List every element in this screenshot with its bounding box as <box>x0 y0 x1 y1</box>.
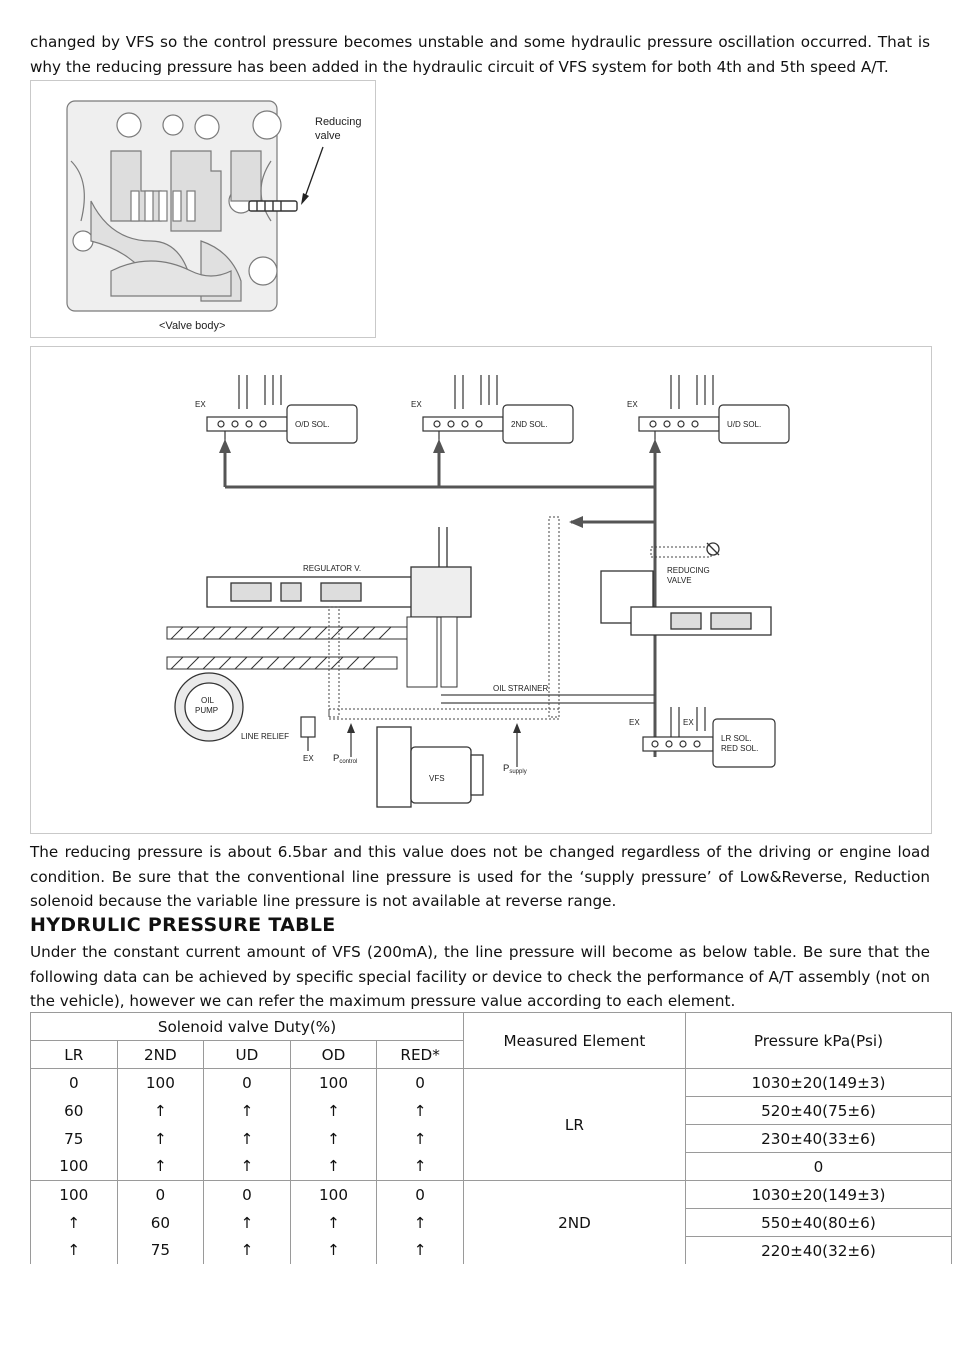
table-row <box>31 1181 952 1209</box>
pressure-cell: 230±40(33±6) <box>685 1125 951 1153</box>
regulator-label: REGULATOR V. <box>303 564 362 573</box>
lr-sol-label: LR SOL. <box>721 734 752 743</box>
pressure-cell: 520±40(75±6) <box>685 1097 951 1125</box>
section-heading: HYDRULIC PRESSURE TABLE <box>30 914 336 936</box>
red-sol-label: RED SOL. <box>721 744 759 753</box>
pressure-cell: 1030±20(149±3) <box>685 1069 951 1097</box>
duty-cell: 0 <box>117 1181 204 1209</box>
hydraulic-circuit-diagram <box>31 347 931 833</box>
duty-cell: 0 <box>377 1069 464 1097</box>
reducing-valve-label-2: VALVE <box>667 576 692 585</box>
duty-cell: ↑ <box>204 1237 291 1265</box>
duty-cell: 100 <box>290 1181 377 1209</box>
duty-cell: ↑ <box>117 1125 204 1153</box>
col-2nd: 2ND <box>117 1041 204 1069</box>
oil-pump-label-1: OIL <box>201 696 214 705</box>
table-intro-paragraph: Under the constant current amount of VFS (200mA), the line pressure will become as below table. Be sure that the following data can be achieved by specific special facility or device to check the performance of A/T assembly (not on the vehicle), however we can refer the maximum pressure value according to each element. <box>30 943 930 1010</box>
col-ud: UD <box>204 1041 291 1069</box>
oil-strainer-label: OIL STRAINER <box>493 684 549 693</box>
reducing-valve-callout-1: Reducing <box>315 116 362 128</box>
duty-cell: 0 <box>204 1069 291 1097</box>
duty-cell: 100 <box>31 1181 118 1209</box>
duty-cell: ↑ <box>204 1097 291 1125</box>
pressure-cell: 0 <box>685 1153 951 1181</box>
duty-cell: 60 <box>117 1209 204 1237</box>
duty-cell: 60 <box>31 1097 118 1125</box>
pressure-cell: 220±40(32±6) <box>685 1237 951 1265</box>
pressure-header: Pressure kPa(Psi) <box>685 1013 951 1069</box>
duty-cell: ↑ <box>31 1237 118 1265</box>
duty-cell: 100 <box>117 1069 204 1097</box>
duty-cell: 75 <box>117 1237 204 1265</box>
duty-cell: ↑ <box>290 1209 377 1237</box>
p-supply-label: $P_{supply}$ <box>503 763 527 775</box>
duty-cell: ↑ <box>377 1097 464 1125</box>
duty-group-header: Solenoid valve Duty(%) <box>31 1013 464 1041</box>
valve-body-caption: <Valve body> <box>159 320 226 332</box>
duty-cell: ↑ <box>117 1097 204 1125</box>
relief-ex-label: EX <box>303 754 314 763</box>
col-lr: LR <box>31 1041 118 1069</box>
duty-cell: ↑ <box>377 1209 464 1237</box>
duty-cell: ↑ <box>204 1209 291 1237</box>
pressure-cell: 1030±20(149±3) <box>685 1181 951 1209</box>
duty-cell: ↑ <box>377 1153 464 1181</box>
duty-cell: ↑ <box>204 1153 291 1181</box>
duty-cell: 0 <box>377 1181 464 1209</box>
oil-pump-label-2: PUMP <box>195 706 219 715</box>
duty-cell: 75 <box>31 1125 118 1153</box>
od-ex-label: EX <box>195 400 206 409</box>
duty-cell: ↑ <box>290 1097 377 1125</box>
second-sol-label: 2ND SOL. <box>511 420 548 429</box>
hydraulic-pressure-table <box>30 1012 952 1264</box>
intro-paragraph: changed by VFS so the control pressure becomes unstable and some hydraulic pressure oscillation occurred. That is why the reducing pressure has been added in the hydraulic circuit of VFS system for both 4th and 5th speed A/T. <box>30 33 930 76</box>
duty-cell: ↑ <box>31 1209 118 1237</box>
ud-sol-label: U/D SOL. <box>727 420 762 429</box>
col-od: OD <box>290 1041 377 1069</box>
duty-cell: ↑ <box>290 1237 377 1265</box>
p-control-label: $P_{control}$ <box>333 753 358 765</box>
col-red: RED* <box>377 1041 464 1069</box>
lr-ex-label-2: EX <box>683 718 694 727</box>
duty-cell: ↑ <box>290 1153 377 1181</box>
vfs-label: VFS <box>429 774 445 783</box>
duty-cell: ↑ <box>377 1125 464 1153</box>
reducing-valve-label-1: REDUCING <box>667 566 710 575</box>
reducing-pressure-paragraph: The reducing pressure is about 6.5bar and this value does not be changed regardless of the driving or engine load condition. Be sure that the conventional line pressure is used for the ‘supply pressure’ of Low&Reverse, Reduction solenoid because the variable line pressure is not available at reverse range. <box>30 843 930 910</box>
od-sol-label: O/D SOL. <box>295 420 330 429</box>
duty-cell: ↑ <box>377 1237 464 1265</box>
duty-cell: 0 <box>31 1069 118 1097</box>
duty-cell: 100 <box>290 1069 377 1097</box>
reducing-valve-part <box>249 201 297 211</box>
valve-body-figure <box>30 80 376 338</box>
duty-cell: ↑ <box>117 1153 204 1181</box>
measured-element-cell: LR <box>463 1069 685 1181</box>
line-relief-label: LINE RELIEF <box>241 732 290 741</box>
duty-cell: ↑ <box>290 1125 377 1153</box>
measured-element-cell: 2ND <box>463 1181 685 1265</box>
lr-ex-label-1: EX <box>629 718 640 727</box>
second-ex-label: EX <box>411 400 422 409</box>
duty-cell: ↑ <box>204 1125 291 1153</box>
pressure-cell: 550±40(80±6) <box>685 1209 951 1237</box>
measured-element-header: Measured Element <box>463 1013 685 1069</box>
reducing-valve-callout-2: valve <box>315 130 341 142</box>
valve-body-drawing <box>31 81 375 337</box>
hydraulic-circuit-figure <box>30 346 932 834</box>
table-row <box>31 1069 952 1097</box>
duty-cell: 100 <box>31 1153 118 1181</box>
ud-ex-label: EX <box>627 400 638 409</box>
duty-cell: 0 <box>204 1181 291 1209</box>
